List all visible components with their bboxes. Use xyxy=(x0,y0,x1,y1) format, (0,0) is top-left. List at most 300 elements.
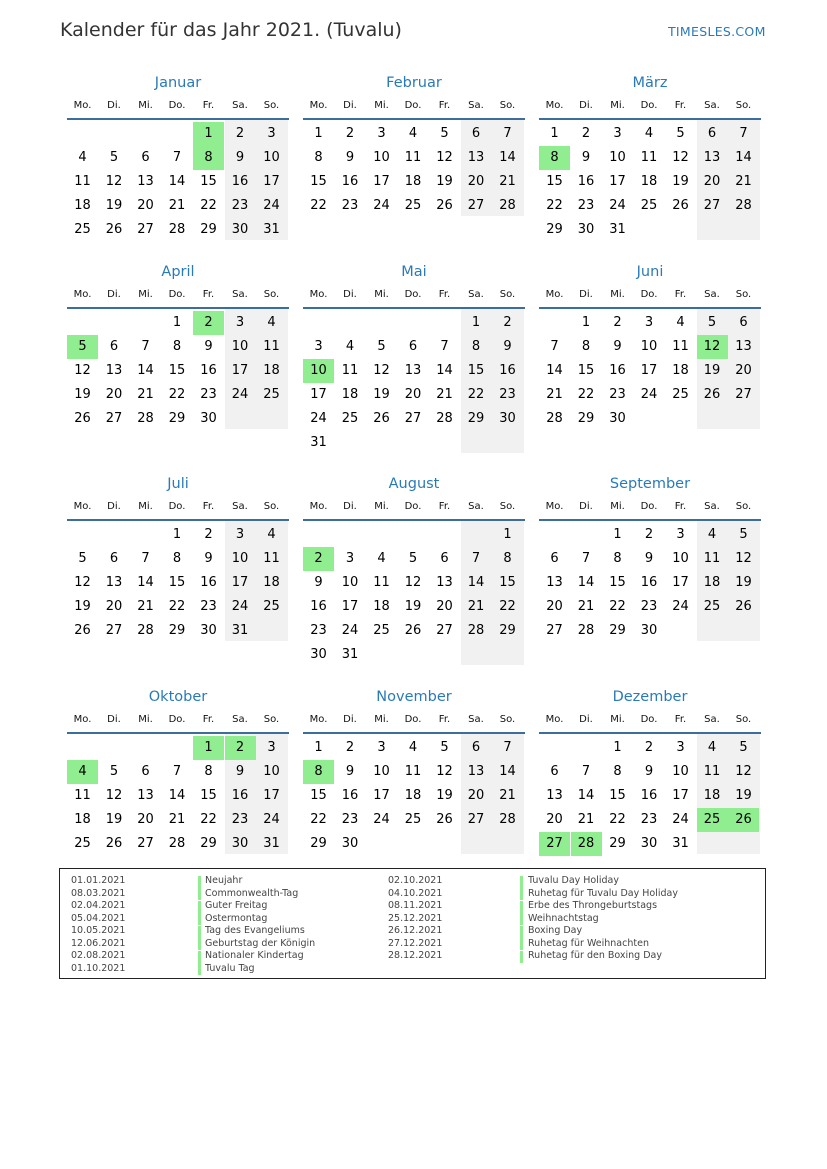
day-cell: 13 xyxy=(137,174,154,189)
day-cell: 2 xyxy=(644,740,654,755)
legend-holiday-name: Erbe des Throngeburtstags xyxy=(528,900,658,911)
day-cell: 22 xyxy=(310,812,327,827)
weekday-label: Mo. xyxy=(309,714,328,725)
day-cell: 12 xyxy=(672,150,689,165)
weekday-label: So. xyxy=(735,289,752,300)
day-cell: 21 xyxy=(499,788,516,803)
day-cell: 7 xyxy=(739,126,748,141)
day-cell: 25 xyxy=(404,812,422,827)
day-cell: 16 xyxy=(231,174,249,189)
weekday-label: Mo. xyxy=(73,289,92,300)
day-cell: 16 xyxy=(499,363,516,378)
weekday-label: Fr. xyxy=(202,289,215,300)
holiday-legend xyxy=(59,868,766,979)
day-cell: 1 xyxy=(613,527,622,542)
weekday-label: Do. xyxy=(404,501,422,512)
day-cell: 9 xyxy=(235,150,245,165)
month-name: Dezember xyxy=(612,689,688,705)
weekday-header xyxy=(67,100,289,114)
day-cell: 6 xyxy=(141,150,150,165)
day-cell: 1 xyxy=(581,315,591,330)
day-cell: 5 xyxy=(707,315,717,330)
day-cell: 14 xyxy=(137,363,154,378)
day-cell: 26 xyxy=(436,812,453,827)
day-cell: 5 xyxy=(67,335,98,359)
legend-holiday-name: Geburtstag der Königin xyxy=(205,937,316,949)
weekday-label: Fr. xyxy=(202,501,215,512)
weekday-label: Sa. xyxy=(468,100,484,111)
day-cell: 3 xyxy=(235,527,245,542)
weekday-label: So. xyxy=(499,501,516,512)
legend-holiday-name: Neujahr xyxy=(205,875,243,886)
day-cell: 12 xyxy=(373,363,390,378)
legend-date: 08.11.2021 xyxy=(388,900,443,911)
weekday-label: So. xyxy=(263,501,280,512)
weekday-header xyxy=(539,100,761,114)
day-cell: 14 xyxy=(499,150,516,165)
day-cell: 11 xyxy=(74,788,91,803)
day-cell: 10 xyxy=(341,575,359,590)
day-cell: 15 xyxy=(499,575,516,590)
day-cell: 8 xyxy=(303,760,334,784)
day-cell: 19 xyxy=(74,387,91,402)
day-cell: 22 xyxy=(499,599,516,614)
day-cell: 7 xyxy=(172,764,182,779)
day-cell: 12 xyxy=(74,363,91,378)
day-cell: 1 xyxy=(550,126,559,141)
weekday-label: So. xyxy=(499,289,516,300)
day-cell: 11 xyxy=(404,764,422,779)
month-name: Januar xyxy=(154,75,202,91)
weekday-label: So. xyxy=(735,501,752,512)
day-cell: 20 xyxy=(467,174,485,189)
day-cell: 5 xyxy=(739,740,748,755)
day-cell: 2 xyxy=(644,527,654,542)
day-cell: 26 xyxy=(672,198,689,213)
day-cell: 4 xyxy=(78,150,87,165)
day-cell: 11 xyxy=(703,551,721,566)
day-cell: 31 xyxy=(310,435,327,450)
day-cell: 23 xyxy=(341,198,359,213)
day-cell: 25 xyxy=(672,387,689,402)
weekday-header xyxy=(67,714,289,728)
day-cell: 2 xyxy=(503,315,512,330)
legend-date: 02.04.2021 xyxy=(71,900,126,911)
day-cell: 31 xyxy=(231,623,249,638)
month-name: August xyxy=(388,476,440,492)
day-cell: 16 xyxy=(640,788,658,803)
day-cell: 13 xyxy=(467,764,485,779)
legend-holiday-name: Tuvalu Day Holiday xyxy=(528,875,619,886)
day-cell: 18 xyxy=(703,575,721,590)
day-cell: 21 xyxy=(168,812,186,827)
day-cell: 12 xyxy=(74,575,91,590)
legend-holiday-name: Tuvalu Tag xyxy=(205,962,255,974)
day-cell: 15 xyxy=(200,788,217,803)
day-cell: 7 xyxy=(503,126,512,141)
day-cell: 2 xyxy=(193,311,224,335)
legend-date: 27.12.2021 xyxy=(388,937,443,949)
day-cell: 30 xyxy=(310,647,327,662)
day-cell: 7 xyxy=(141,551,150,566)
weekday-label: Mi. xyxy=(610,714,625,725)
weekday-label: Sa. xyxy=(468,501,484,512)
day-cell: 8 xyxy=(503,551,512,566)
day-cell: 6 xyxy=(550,551,559,566)
weekday-header xyxy=(67,289,289,303)
day-cell: 19 xyxy=(404,599,422,614)
weekday-label: Do. xyxy=(640,501,658,512)
day-cell: 22 xyxy=(200,812,217,827)
day-cell: 1 xyxy=(613,740,622,755)
weekday-label: So. xyxy=(735,100,752,111)
day-cell: 30 xyxy=(577,222,595,237)
day-cell: 20 xyxy=(404,387,422,402)
day-cell: 29 xyxy=(546,222,563,237)
day-cell: 22 xyxy=(609,599,626,614)
day-cell: 30 xyxy=(640,836,658,851)
day-cell: 25 xyxy=(373,623,390,638)
day-cell: 25 xyxy=(341,411,359,426)
day-cell: 15 xyxy=(546,174,563,189)
day-cell: 29 xyxy=(609,623,626,638)
weekday-label: Do. xyxy=(404,289,422,300)
day-cell: 29 xyxy=(168,623,186,638)
day-cell: 3 xyxy=(267,740,276,755)
day-cell: 20 xyxy=(703,174,721,189)
day-cell: 17 xyxy=(341,599,359,614)
day-cell: 12 xyxy=(735,551,752,566)
day-cell: 13 xyxy=(467,150,485,165)
day-cell: 2 xyxy=(235,126,245,141)
legend-marker xyxy=(520,876,523,888)
day-cell: 31 xyxy=(263,836,280,851)
day-cell: 30 xyxy=(341,836,359,851)
day-cell: 10 xyxy=(640,339,658,354)
day-cell: 19 xyxy=(373,387,390,402)
day-cell: 21 xyxy=(467,599,485,614)
day-cell: 4 xyxy=(676,315,685,330)
weekday-header xyxy=(303,100,525,114)
day-cell: 9 xyxy=(345,764,355,779)
weekday-label: Di. xyxy=(343,289,357,300)
day-cell: 29 xyxy=(467,411,485,426)
day-cell: 9 xyxy=(503,339,512,354)
day-cell: 17 xyxy=(609,174,626,189)
day-cell: 26 xyxy=(74,411,91,426)
day-cell: 16 xyxy=(609,363,626,378)
day-cell: 1 xyxy=(172,527,182,542)
legend-holiday-name: Ruhetag für den Boxing Day xyxy=(528,950,662,961)
day-cell: 7 xyxy=(471,551,481,566)
legend-holiday-name: Ostermontag xyxy=(205,912,268,924)
weekday-label: Fr. xyxy=(674,289,687,300)
day-cell: 22 xyxy=(467,387,485,402)
day-cell: 25 xyxy=(404,198,422,213)
day-cell: 15 xyxy=(609,788,626,803)
day-cell: 27 xyxy=(137,222,154,237)
day-cell: 17 xyxy=(263,174,280,189)
day-cell: 12 xyxy=(105,788,123,803)
day-cell: 24 xyxy=(609,198,626,213)
legend-marker xyxy=(198,926,201,938)
day-cell: 25 xyxy=(74,222,91,237)
day-cell: 20 xyxy=(137,812,154,827)
day-cell: 1 xyxy=(193,122,224,146)
day-cell: 19 xyxy=(672,174,689,189)
day-cell: 8 xyxy=(613,764,622,779)
day-cell: 22 xyxy=(609,812,626,827)
legend-marker xyxy=(198,951,201,963)
day-cell: 11 xyxy=(640,150,658,165)
day-cell: 9 xyxy=(644,764,654,779)
day-cell: 21 xyxy=(735,174,752,189)
weekday-label: Do. xyxy=(404,714,422,725)
day-cell: 30 xyxy=(200,411,217,426)
day-cell: 27 xyxy=(105,411,123,426)
day-cell: 14 xyxy=(499,764,516,779)
day-cell: 16 xyxy=(231,788,249,803)
legend-holiday-name: Tag des Evangeliums xyxy=(205,925,305,936)
day-cell: 13 xyxy=(105,575,123,590)
day-cell: 23 xyxy=(577,198,595,213)
legend-marker xyxy=(198,938,201,950)
day-cell: 12 xyxy=(697,335,728,359)
weekday-header xyxy=(67,501,289,515)
day-cell: 28 xyxy=(467,623,485,638)
day-cell: 11 xyxy=(373,575,390,590)
day-cell: 22 xyxy=(546,198,563,213)
day-cell: 17 xyxy=(231,363,249,378)
day-cell: 4 xyxy=(345,339,355,354)
weekday-label: Mo. xyxy=(309,100,328,111)
day-cell: 24 xyxy=(672,812,689,827)
weekday-label: Mi. xyxy=(374,714,389,725)
day-cell: 3 xyxy=(377,126,386,141)
page-title: Kalender für das Jahr 2021. (Tuvalu) xyxy=(60,19,402,41)
day-cell: 4 xyxy=(377,551,386,566)
day-cell: 4 xyxy=(408,126,418,141)
day-cell: 29 xyxy=(200,222,217,237)
day-cell: 1 xyxy=(314,126,323,141)
day-cell: 16 xyxy=(200,363,217,378)
weekday-label: Sa. xyxy=(704,714,720,725)
day-cell: 5 xyxy=(377,339,386,354)
day-cell: 8 xyxy=(613,551,622,566)
day-cell: 28 xyxy=(571,832,602,856)
day-cell: 15 xyxy=(168,575,186,590)
day-cell: 1 xyxy=(314,740,323,755)
weekday-label: Mo. xyxy=(545,100,564,111)
legend-marker xyxy=(520,901,523,913)
day-cell: 13 xyxy=(436,575,453,590)
day-cell: 16 xyxy=(341,174,359,189)
day-cell: 16 xyxy=(310,599,327,614)
day-cell: 28 xyxy=(137,623,154,638)
day-cell: 31 xyxy=(263,222,280,237)
day-cell: 8 xyxy=(581,339,591,354)
day-cell: 6 xyxy=(471,126,481,141)
day-cell: 12 xyxy=(436,764,453,779)
day-cell: 13 xyxy=(703,150,721,165)
day-cell: 16 xyxy=(577,174,595,189)
day-cell: 7 xyxy=(550,339,559,354)
day-cell: 20 xyxy=(105,387,123,402)
weekday-label: Di. xyxy=(107,714,121,725)
day-cell: 20 xyxy=(546,599,563,614)
day-cell: 26 xyxy=(105,836,123,851)
day-cell: 17 xyxy=(640,363,658,378)
weekday-header xyxy=(539,714,761,728)
day-cell: 12 xyxy=(436,150,453,165)
weekday-label: So. xyxy=(499,714,516,725)
weekday-label: Fr. xyxy=(674,501,687,512)
weekday-label: Do. xyxy=(168,501,186,512)
day-cell: 11 xyxy=(703,764,721,779)
day-cell: 21 xyxy=(137,387,154,402)
day-cell: 6 xyxy=(109,339,119,354)
day-cell: 1 xyxy=(503,527,512,542)
day-cell: 9 xyxy=(644,551,654,566)
day-cell: 1 xyxy=(172,315,182,330)
weekday-label: Mi. xyxy=(374,501,389,512)
day-cell: 9 xyxy=(235,764,245,779)
weekday-label: Fr. xyxy=(202,714,215,725)
day-cell: 27 xyxy=(467,812,485,827)
weekday-label: Mo. xyxy=(309,501,328,512)
day-cell: 9 xyxy=(581,150,591,165)
day-cell: 26 xyxy=(436,198,453,213)
day-cell: 2 xyxy=(345,126,355,141)
day-cell: 28 xyxy=(546,411,563,426)
day-cell: 23 xyxy=(640,812,658,827)
day-cell: 19 xyxy=(735,575,752,590)
day-cell: 24 xyxy=(231,387,249,402)
weekday-label: So. xyxy=(735,714,752,725)
day-cell: 17 xyxy=(231,575,249,590)
day-cell: 31 xyxy=(609,222,626,237)
day-cell: 28 xyxy=(499,812,516,827)
day-cell: 14 xyxy=(735,150,752,165)
day-cell: 1 xyxy=(193,736,224,760)
weekday-label: Do. xyxy=(640,714,658,725)
day-cell: 24 xyxy=(263,198,280,213)
weekday-label: Do. xyxy=(640,289,658,300)
day-cell: 4 xyxy=(267,315,276,330)
day-cell: 20 xyxy=(467,788,485,803)
day-cell: 17 xyxy=(672,788,689,803)
day-cell: 14 xyxy=(546,363,563,378)
day-cell: 3 xyxy=(345,551,355,566)
day-cell: 26 xyxy=(105,222,123,237)
legend-marker xyxy=(520,888,523,900)
weekday-label: Fr. xyxy=(202,100,215,111)
brand-link[interactable]: TIMESLES.COM xyxy=(668,24,766,39)
day-cell: 2 xyxy=(581,126,591,141)
day-cell: 6 xyxy=(440,551,449,566)
day-cell: 5 xyxy=(109,150,119,165)
day-cell: 7 xyxy=(172,150,182,165)
weekday-label: Sa. xyxy=(704,501,720,512)
day-cell: 10 xyxy=(263,150,280,165)
day-cell: 18 xyxy=(404,788,422,803)
day-cell: 18 xyxy=(263,363,280,378)
weekday-label: Do. xyxy=(168,714,186,725)
weekday-label: Di. xyxy=(579,289,593,300)
day-cell: 24 xyxy=(263,812,280,827)
day-cell: 24 xyxy=(640,387,658,402)
day-cell: 21 xyxy=(546,387,563,402)
day-cell: 23 xyxy=(231,812,249,827)
day-cell: 6 xyxy=(408,339,418,354)
day-cell: 23 xyxy=(310,623,327,638)
day-cell: 19 xyxy=(105,812,123,827)
day-cell: 11 xyxy=(74,174,91,189)
weekday-label: Di. xyxy=(579,501,593,512)
day-cell: 10 xyxy=(373,764,390,779)
weekday-header xyxy=(539,289,761,303)
day-cell: 11 xyxy=(672,339,689,354)
weekday-label: Fr. xyxy=(438,100,451,111)
day-cell: 18 xyxy=(672,363,689,378)
day-cell: 9 xyxy=(204,551,213,566)
day-cell: 6 xyxy=(707,126,717,141)
weekday-label: Sa. xyxy=(232,501,248,512)
legend-date: 05.04.2021 xyxy=(71,912,126,924)
day-cell: 21 xyxy=(577,812,595,827)
weekday-label: Mi. xyxy=(374,289,389,300)
day-cell: 5 xyxy=(676,126,685,141)
day-cell: 2 xyxy=(303,547,334,571)
weekday-label: Mo. xyxy=(545,289,564,300)
legend-holiday-name: Guter Freitag xyxy=(205,900,268,911)
day-cell: 10 xyxy=(609,150,626,165)
day-cell: 18 xyxy=(373,599,390,614)
day-cell: 31 xyxy=(672,836,689,851)
day-cell: 9 xyxy=(204,339,213,354)
weekday-label: Fr. xyxy=(674,714,687,725)
day-cell: 8 xyxy=(314,150,323,165)
day-cell: 3 xyxy=(644,315,654,330)
weekday-label: Di. xyxy=(107,289,121,300)
day-cell: 14 xyxy=(577,788,595,803)
day-cell: 15 xyxy=(310,174,327,189)
day-cell: 7 xyxy=(581,764,591,779)
day-cell: 13 xyxy=(404,363,422,378)
day-cell: 5 xyxy=(78,551,87,566)
day-cell: 14 xyxy=(137,575,154,590)
weekday-label: Mi. xyxy=(138,289,153,300)
weekday-label: Di. xyxy=(107,501,121,512)
month-name: Februar xyxy=(386,75,442,91)
day-cell: 4 xyxy=(267,527,276,542)
day-cell: 3 xyxy=(267,126,276,141)
day-cell: 22 xyxy=(200,198,217,213)
day-cell: 13 xyxy=(546,788,563,803)
legend-holiday-name: Weihnachtstag xyxy=(528,912,599,924)
day-cell: 19 xyxy=(74,599,91,614)
day-cell: 18 xyxy=(703,788,721,803)
month-name: April xyxy=(161,264,195,280)
day-cell: 19 xyxy=(735,788,752,803)
day-cell: 5 xyxy=(440,740,449,755)
day-cell: 10 xyxy=(672,764,689,779)
day-cell: 30 xyxy=(640,623,658,638)
day-cell: 16 xyxy=(200,575,217,590)
day-cell: 27 xyxy=(546,623,563,638)
day-cell: 21 xyxy=(436,387,453,402)
weekday-label: Di. xyxy=(579,100,593,111)
